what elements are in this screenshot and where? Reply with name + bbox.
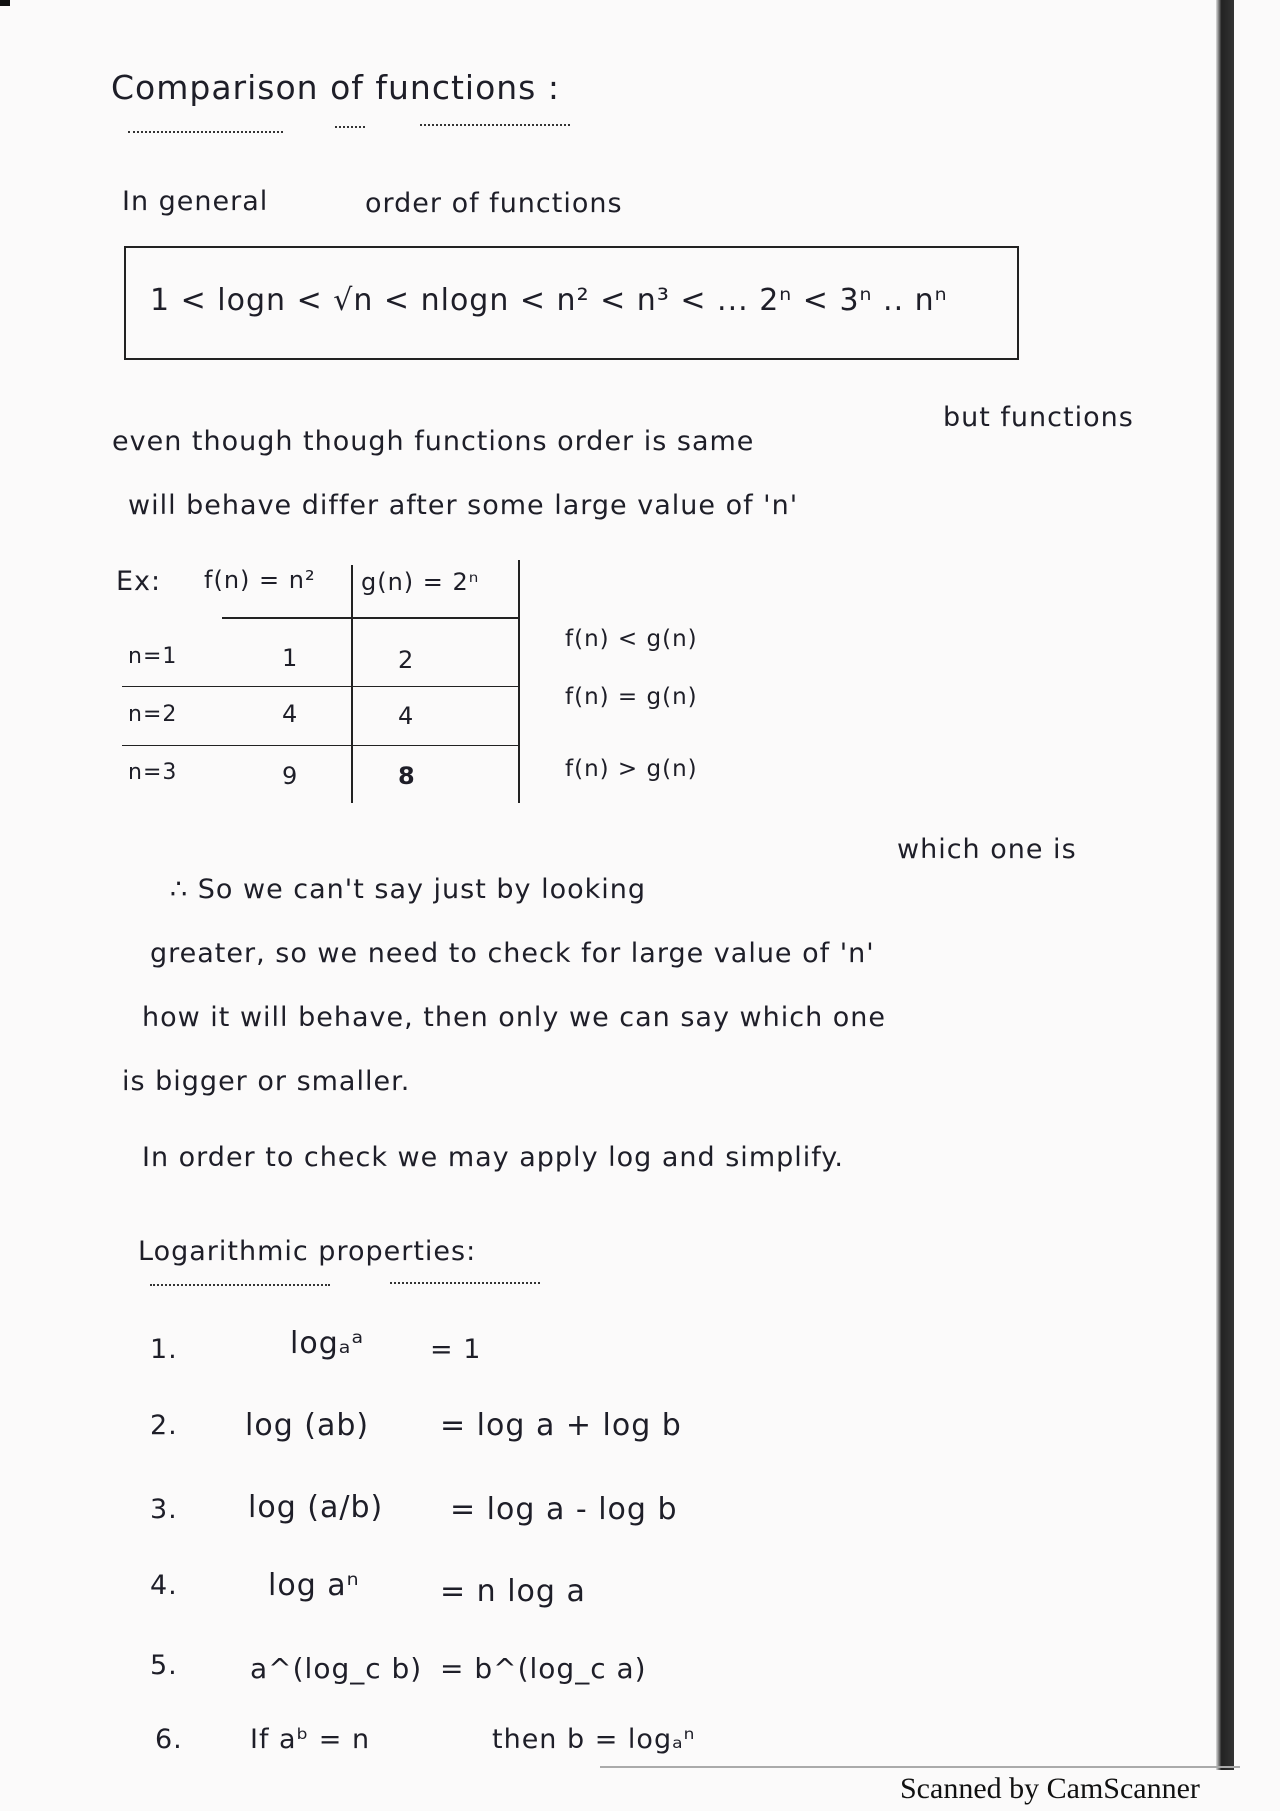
table-cell-f: 9 [282,762,299,790]
intro-left: In general [122,186,269,217]
table-cell-f: 1 [282,644,299,672]
title-underline [128,125,283,133]
para2-line4: is bigger or smaller. [122,1066,411,1097]
property-rhs: = n log a [440,1574,586,1609]
scan-corner-mark [0,0,10,6]
property-rhs: = b^(log_c a) [440,1652,647,1685]
property-rhs: = log a + log b [440,1408,682,1443]
property-lhs: a^(log_c b) [250,1652,423,1685]
property-number: 3. [150,1494,178,1525]
table-divider [351,565,353,803]
property-number: 6. [155,1724,183,1755]
table-relation: f(n) = g(n) [565,684,698,710]
property-lhs: logₐᵃ [290,1326,365,1361]
page-title: Comparison of functions : [111,68,560,107]
heading-underline [390,1276,540,1284]
title-underline [335,120,365,128]
property-lhs: log aⁿ [268,1568,360,1603]
para2-line1-end: which one is [897,834,1077,865]
scan-edge-shadow [1216,0,1234,1770]
page-edge-line [600,1766,1240,1768]
example-label: Ex: [116,566,162,597]
para1-line2: will behave differ after some large value of 'n' [128,490,799,521]
table-divider [222,617,518,619]
para2-line1: ∴ So we can't say just by looking [170,874,647,905]
para2-line3: how it will behave, then only we can say which one [142,1002,887,1033]
property-lhs: If aᵇ = n [250,1724,371,1755]
table-divider [122,745,518,746]
title-underline [420,118,570,126]
table-cell-g: 2 [398,646,415,674]
property-number: 2. [150,1410,178,1441]
table-relation: f(n) < g(n) [565,626,698,652]
function-order: 1 < logn < √n < nlogn < n² < n³ < ... 2ⁿ < 3ⁿ .. nⁿ [150,283,948,318]
para3: In order to check we may apply log and simplify. [142,1142,844,1173]
property-number: 4. [150,1570,178,1601]
camscanner-watermark: Scanned by CamScanner [900,1772,1200,1805]
table-header-f: f(n) = n² [204,566,316,594]
table-cell-g: 8 [398,762,416,790]
property-number: 1. [150,1334,178,1365]
para1-line1: even though though functions order is same [112,426,755,457]
table-row-n: n=2 [128,702,178,727]
table-cell-g: 4 [398,702,415,730]
table-relation: f(n) > g(n) [565,756,698,782]
table-divider [122,686,518,687]
table-row-n: n=1 [128,644,178,669]
property-rhs: then b = logₐⁿ [492,1724,696,1755]
intro-right: order of functions [365,188,623,219]
log-heading: Logarithmic properties: [138,1236,477,1267]
para2-line2: greater, so we need to check for large value of 'n' [150,938,875,969]
property-lhs: log (a/b) [248,1490,384,1525]
property-number: 5. [150,1650,178,1681]
table-cell-f: 4 [282,700,299,728]
table-row-n: n=3 [128,760,178,785]
table-header-g: g(n) = 2ⁿ [361,568,480,596]
property-rhs: = 1 [430,1334,482,1365]
heading-underline [150,1278,330,1286]
table-divider [518,560,520,803]
para1-line1-end: but functions [943,402,1134,433]
property-lhs: log (ab) [245,1408,370,1443]
property-rhs: = log a - log b [450,1492,678,1527]
